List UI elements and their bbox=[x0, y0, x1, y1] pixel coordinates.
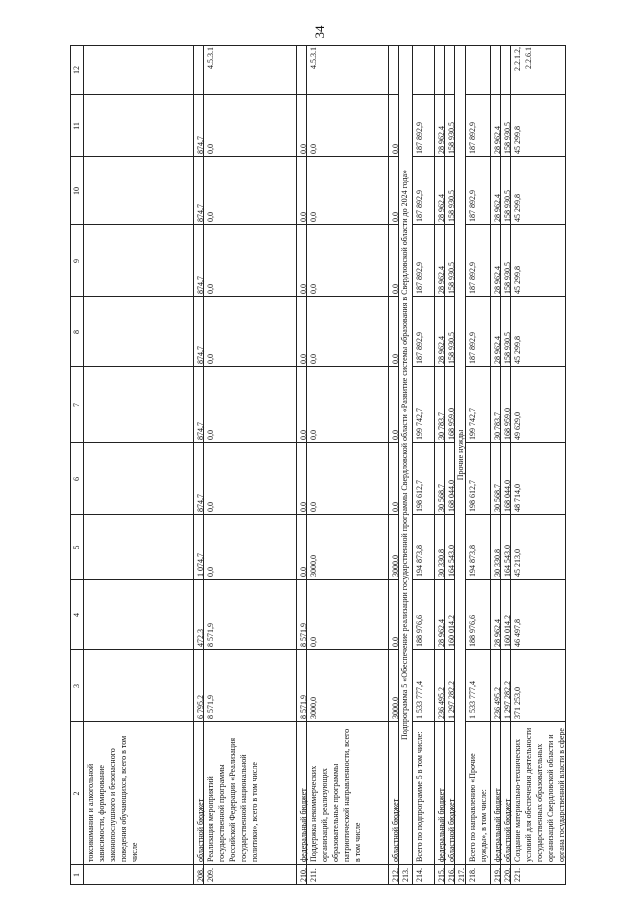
value-cell: 188 976,6 bbox=[468, 615, 477, 647]
column-divider bbox=[465, 721, 565, 722]
value-cell: 198 612,7 bbox=[468, 480, 477, 512]
value-cell: 194 873,8 bbox=[468, 545, 477, 577]
value-cell bbox=[500, 45, 510, 95]
subprogram-title-band: Подпрограмма 5 «Обеспечение реализации государственной программы Свердловской области «Развитие системы образования в Свердловской области до 2024 года» bbox=[400, 169, 409, 741]
value-cell: 2.2.1.2, 2.2.6.1 bbox=[513, 47, 533, 71]
row-number-cell: 221. bbox=[513, 868, 522, 882]
value-cell: 0,0 bbox=[391, 212, 400, 222]
row-divider bbox=[388, 45, 389, 885]
value-cell: 30 330,8 bbox=[437, 549, 446, 577]
value-cell: 187 892,9 bbox=[415, 190, 424, 222]
value-cell: 4.5.3.1 bbox=[206, 47, 215, 69]
value-cell: 28 962,4 bbox=[493, 619, 502, 647]
row-divider bbox=[203, 45, 204, 885]
value-cell: 187 892,9 bbox=[468, 332, 477, 364]
row-divider bbox=[306, 45, 307, 885]
value-cell: 28 962,4 bbox=[493, 266, 502, 294]
row-divider bbox=[490, 45, 491, 885]
value-cell: 30 330,8 bbox=[493, 549, 502, 577]
row-name-cell: Реализация мероприятий государственной программы Российской Федерации «Реализация государственной национальной политики», всего в том числе bbox=[206, 737, 259, 862]
value-cell bbox=[412, 45, 434, 95]
value-cell: 164 543,0 bbox=[447, 545, 456, 577]
value-cell: 188 976,6 bbox=[415, 615, 424, 647]
column-divider bbox=[465, 94, 565, 95]
row-number-cell: 209. bbox=[206, 868, 215, 882]
value-cell: 45 299,8 bbox=[513, 126, 522, 154]
value-cell bbox=[296, 45, 306, 95]
row-divider bbox=[465, 45, 466, 885]
row-number-cell: 211. bbox=[309, 868, 318, 882]
column-number-header: 4 bbox=[72, 613, 81, 617]
row-divider bbox=[412, 45, 413, 885]
column-divider bbox=[412, 156, 454, 157]
row-divider bbox=[454, 45, 455, 885]
row-divider bbox=[500, 45, 501, 885]
row-divider bbox=[70, 45, 71, 885]
column-number-header: 12 bbox=[72, 66, 81, 74]
value-cell: 0,0 bbox=[309, 354, 318, 364]
value-cell: 28 962,4 bbox=[437, 619, 446, 647]
value-cell: 45 299,8 bbox=[513, 336, 522, 364]
row-name-cell: областной бюджет bbox=[447, 798, 456, 862]
value-cell: 45 213,0 bbox=[513, 549, 522, 577]
value-cell: 0,0 bbox=[391, 144, 400, 154]
value-cell bbox=[434, 45, 444, 95]
value-cell: 874,7 bbox=[196, 346, 205, 364]
row-divider bbox=[565, 45, 566, 885]
value-cell: 187 892,9 bbox=[415, 262, 424, 294]
value-cell: 45 299,8 bbox=[513, 266, 522, 294]
value-cell: 158 930,5 bbox=[447, 332, 456, 364]
column-divider bbox=[465, 442, 565, 443]
value-cell: 0,0 bbox=[391, 430, 400, 440]
value-cell: 1 297 282,2 bbox=[503, 681, 512, 719]
value-cell: 0,0 bbox=[309, 430, 318, 440]
value-cell: 158 930,5 bbox=[447, 262, 456, 294]
row-name-cell: Поддержка некоммерческих организаций, реализующих образовательные программы патриотической направленности, всего в том числе bbox=[309, 728, 362, 862]
column-number-header: 10 bbox=[72, 187, 81, 195]
column-divider bbox=[465, 579, 565, 580]
column-divider bbox=[70, 864, 565, 865]
column-divider bbox=[70, 514, 398, 515]
value-cell: 1 533 777,4 bbox=[468, 681, 477, 719]
value-cell: 0,0 bbox=[299, 284, 308, 294]
value-cell: 160 014,2 bbox=[503, 615, 512, 647]
row-name-cell: федеральный бюджет bbox=[493, 788, 502, 862]
value-cell: 4.5.3.1 bbox=[309, 47, 318, 69]
value-cell: 0,0 bbox=[299, 354, 308, 364]
row-name-cell: Создание материально-технических условий для обеспечения деятельности государственных образовательных организаций Свердловской области и органа государственной власти в сфере bbox=[513, 727, 566, 862]
value-cell: 30 783,7 bbox=[493, 412, 502, 440]
value-cell: 3000,0 bbox=[309, 555, 318, 577]
row-name-cell: областной бюджет bbox=[196, 798, 205, 862]
value-cell: 164 543,0 bbox=[503, 545, 512, 577]
value-cell: 158 930,5 bbox=[503, 122, 512, 154]
value-cell: 1 074,7 bbox=[196, 553, 205, 577]
row-number-cell: 220. bbox=[503, 868, 512, 882]
value-cell: 48 714,0 bbox=[513, 484, 522, 512]
row-divider bbox=[398, 45, 399, 885]
row-number-cell: 210. bbox=[299, 868, 308, 882]
row-number-cell: 216. bbox=[447, 868, 456, 882]
column-divider bbox=[412, 94, 454, 95]
value-cell: 874,7 bbox=[196, 494, 205, 512]
value-cell: 187 892,9 bbox=[468, 262, 477, 294]
value-cell: 0,0 bbox=[206, 567, 215, 577]
column-divider bbox=[412, 442, 454, 443]
column-number-header: 7 bbox=[72, 403, 81, 407]
value-cell: 874,7 bbox=[196, 204, 205, 222]
column-divider bbox=[70, 721, 398, 722]
value-cell: 49 629,0 bbox=[513, 412, 522, 440]
value-cell: 0,0 bbox=[391, 284, 400, 294]
value-cell: 0,0 bbox=[299, 144, 308, 154]
value-cell: 28 962,4 bbox=[493, 126, 502, 154]
column-divider bbox=[465, 224, 565, 225]
column-divider bbox=[465, 366, 565, 367]
value-cell: 0,0 bbox=[309, 212, 318, 222]
value-cell: 0,0 bbox=[206, 212, 215, 222]
column-divider bbox=[70, 442, 398, 443]
row-name-cell: Всего по направлению «Прочие нужды», в том числе: bbox=[468, 753, 488, 862]
column-number-header: 1 bbox=[72, 873, 81, 877]
row-name-cell: федеральный бюджет bbox=[299, 788, 308, 862]
value-cell: 3000,0 bbox=[309, 697, 318, 719]
row-number-cell: 213. bbox=[401, 868, 410, 882]
row-name-cell: токсикомании и алкогольной зависимости, формирование законопослушного и безопасного поведения обучающихся, всего в том числе bbox=[86, 735, 139, 862]
value-cell: 1 533 777,4 bbox=[415, 681, 424, 719]
column-divider bbox=[465, 649, 565, 650]
budget-table bbox=[70, 45, 565, 885]
value-cell: 0,0 bbox=[309, 284, 318, 294]
row-name-cell: федеральный бюджет bbox=[437, 788, 446, 862]
value-cell bbox=[83, 580, 193, 650]
row-divider bbox=[83, 45, 84, 885]
value-cell: 1 297 282,2 bbox=[447, 681, 456, 719]
value-cell: 30 783,7 bbox=[437, 412, 446, 440]
value-cell: 472,3 bbox=[196, 629, 205, 647]
value-cell: 0,0 bbox=[206, 284, 215, 294]
row-name-cell: областной бюджет bbox=[391, 798, 400, 862]
row-number-cell: 215. bbox=[437, 868, 446, 882]
column-number-header: 5 bbox=[72, 545, 81, 550]
row-name-cell: Всего по подпрограмме 5 в том числе: bbox=[415, 731, 424, 862]
page-number: 34 bbox=[312, 25, 327, 39]
row-number-cell: 217. bbox=[457, 868, 466, 882]
row-number-cell bbox=[83, 865, 193, 885]
value-cell: 28 962,4 bbox=[437, 126, 446, 154]
column-divider bbox=[465, 296, 565, 297]
rotated-table-page bbox=[70, 45, 565, 885]
column-divider bbox=[412, 649, 454, 650]
row-divider bbox=[193, 45, 194, 885]
value-cell: 199 742,7 bbox=[415, 408, 424, 440]
column-number-header: 9 bbox=[72, 259, 81, 263]
value-cell: 187 892,9 bbox=[468, 190, 477, 222]
column-divider bbox=[465, 514, 565, 515]
value-cell bbox=[490, 45, 500, 95]
value-cell: 0,0 bbox=[309, 502, 318, 512]
column-divider bbox=[412, 366, 454, 367]
row-divider bbox=[510, 45, 511, 885]
value-cell bbox=[388, 45, 398, 95]
column-number-header: 11 bbox=[72, 122, 81, 130]
value-cell: 0,0 bbox=[309, 144, 318, 154]
value-cell: 28 962,4 bbox=[493, 336, 502, 364]
row-divider bbox=[434, 45, 435, 885]
value-cell: 30 568,7 bbox=[437, 484, 446, 512]
value-cell bbox=[83, 650, 193, 722]
value-cell: 45 299,8 bbox=[513, 194, 522, 222]
value-cell bbox=[193, 45, 203, 95]
value-cell bbox=[83, 45, 193, 95]
column-divider bbox=[412, 224, 454, 225]
column-divider bbox=[70, 94, 398, 95]
value-cell bbox=[83, 297, 193, 367]
value-cell: 6 795,2 bbox=[196, 695, 205, 719]
value-cell: 28 962,4 bbox=[437, 336, 446, 364]
value-cell: 0,0 bbox=[309, 637, 318, 647]
value-cell bbox=[83, 515, 193, 580]
value-cell: 198 612,7 bbox=[415, 480, 424, 512]
value-cell bbox=[444, 45, 454, 95]
value-cell bbox=[83, 95, 193, 157]
value-cell: 0,0 bbox=[206, 354, 215, 364]
value-cell: 874,7 bbox=[196, 422, 205, 440]
column-divider bbox=[70, 296, 398, 297]
row-number-cell: 219. bbox=[493, 868, 502, 882]
value-cell: 46 497,8 bbox=[513, 619, 522, 647]
column-divider bbox=[70, 579, 398, 580]
value-cell: 168 044,0 bbox=[503, 480, 512, 512]
value-cell: 158 930,5 bbox=[503, 332, 512, 364]
value-cell: 30 568,7 bbox=[493, 484, 502, 512]
value-cell: 874,7 bbox=[196, 136, 205, 154]
column-divider bbox=[412, 721, 454, 722]
value-cell: 0,0 bbox=[299, 502, 308, 512]
column-number-header: 8 bbox=[72, 330, 81, 334]
row-number-cell: 208. bbox=[196, 868, 205, 882]
value-cell: 168 044,0 bbox=[447, 480, 456, 512]
column-divider bbox=[70, 366, 398, 367]
value-cell: 0,0 bbox=[206, 144, 215, 154]
value-cell: 371 253,0 bbox=[513, 687, 522, 719]
value-cell: 187 892,9 bbox=[415, 332, 424, 364]
column-divider bbox=[70, 649, 398, 650]
value-cell: 8 571,9 bbox=[299, 623, 308, 647]
value-cell: 187 892,9 bbox=[415, 122, 424, 154]
value-cell: 160 014,2 bbox=[447, 615, 456, 647]
value-cell: 168 959,0 bbox=[503, 408, 512, 440]
value-cell: 28 962,4 bbox=[437, 266, 446, 294]
column-number-header: 2 bbox=[72, 791, 81, 796]
value-cell: 168 959,0 bbox=[447, 408, 456, 440]
value-cell: 158 930,5 bbox=[447, 190, 456, 222]
column-divider bbox=[412, 579, 454, 580]
value-cell: 0,0 bbox=[299, 430, 308, 440]
value-cell bbox=[83, 157, 193, 225]
column-divider bbox=[70, 224, 398, 225]
value-cell: 0,0 bbox=[391, 354, 400, 364]
value-cell: 158 930,5 bbox=[503, 190, 512, 222]
value-cell: 0,0 bbox=[299, 567, 308, 577]
value-cell bbox=[465, 45, 490, 95]
row-divider bbox=[296, 45, 297, 885]
value-cell: 0,0 bbox=[299, 212, 308, 222]
column-divider bbox=[70, 45, 565, 46]
row-name-cell: областной бюджет bbox=[503, 798, 512, 862]
value-cell: 199 742,7 bbox=[468, 408, 477, 440]
value-cell: 236 495,2 bbox=[437, 687, 446, 719]
value-cell: 236 495,2 bbox=[493, 687, 502, 719]
value-cell: 8 571,9 bbox=[299, 695, 308, 719]
value-cell: 8 571,9 bbox=[206, 623, 215, 647]
column-divider bbox=[465, 156, 565, 157]
column-divider bbox=[412, 514, 454, 515]
value-cell: 158 930,5 bbox=[447, 122, 456, 154]
value-cell: 194 873,8 bbox=[415, 545, 424, 577]
value-cell: 0,0 bbox=[391, 502, 400, 512]
row-number-cell: 214. bbox=[415, 868, 424, 882]
column-divider bbox=[412, 296, 454, 297]
value-cell: 28 962,4 bbox=[493, 194, 502, 222]
value-cell bbox=[83, 367, 193, 443]
value-cell: 3000,0 bbox=[391, 697, 400, 719]
value-cell: 3000,0 bbox=[391, 555, 400, 577]
value-cell: 0,0 bbox=[206, 430, 215, 440]
other-needs-band: Прочие нужды bbox=[456, 429, 465, 481]
value-cell: 874,7 bbox=[196, 276, 205, 294]
value-cell: 187 892,9 bbox=[468, 122, 477, 154]
value-cell: 28 962,4 bbox=[437, 194, 446, 222]
value-cell bbox=[83, 225, 193, 297]
row-divider bbox=[444, 45, 445, 885]
column-number-header: 3 bbox=[72, 684, 81, 688]
value-cell bbox=[83, 443, 193, 515]
column-divider bbox=[70, 156, 398, 157]
value-cell: 158 930,5 bbox=[503, 262, 512, 294]
column-number-header: 6 bbox=[72, 477, 81, 481]
value-cell: 8 571,9 bbox=[206, 695, 215, 719]
value-cell: 0,0 bbox=[206, 502, 215, 512]
row-number-cell: 218. bbox=[468, 868, 477, 882]
column-divider bbox=[70, 884, 565, 885]
row-number-cell: 212. bbox=[391, 868, 400, 882]
value-cell: 0,0 bbox=[391, 637, 400, 647]
